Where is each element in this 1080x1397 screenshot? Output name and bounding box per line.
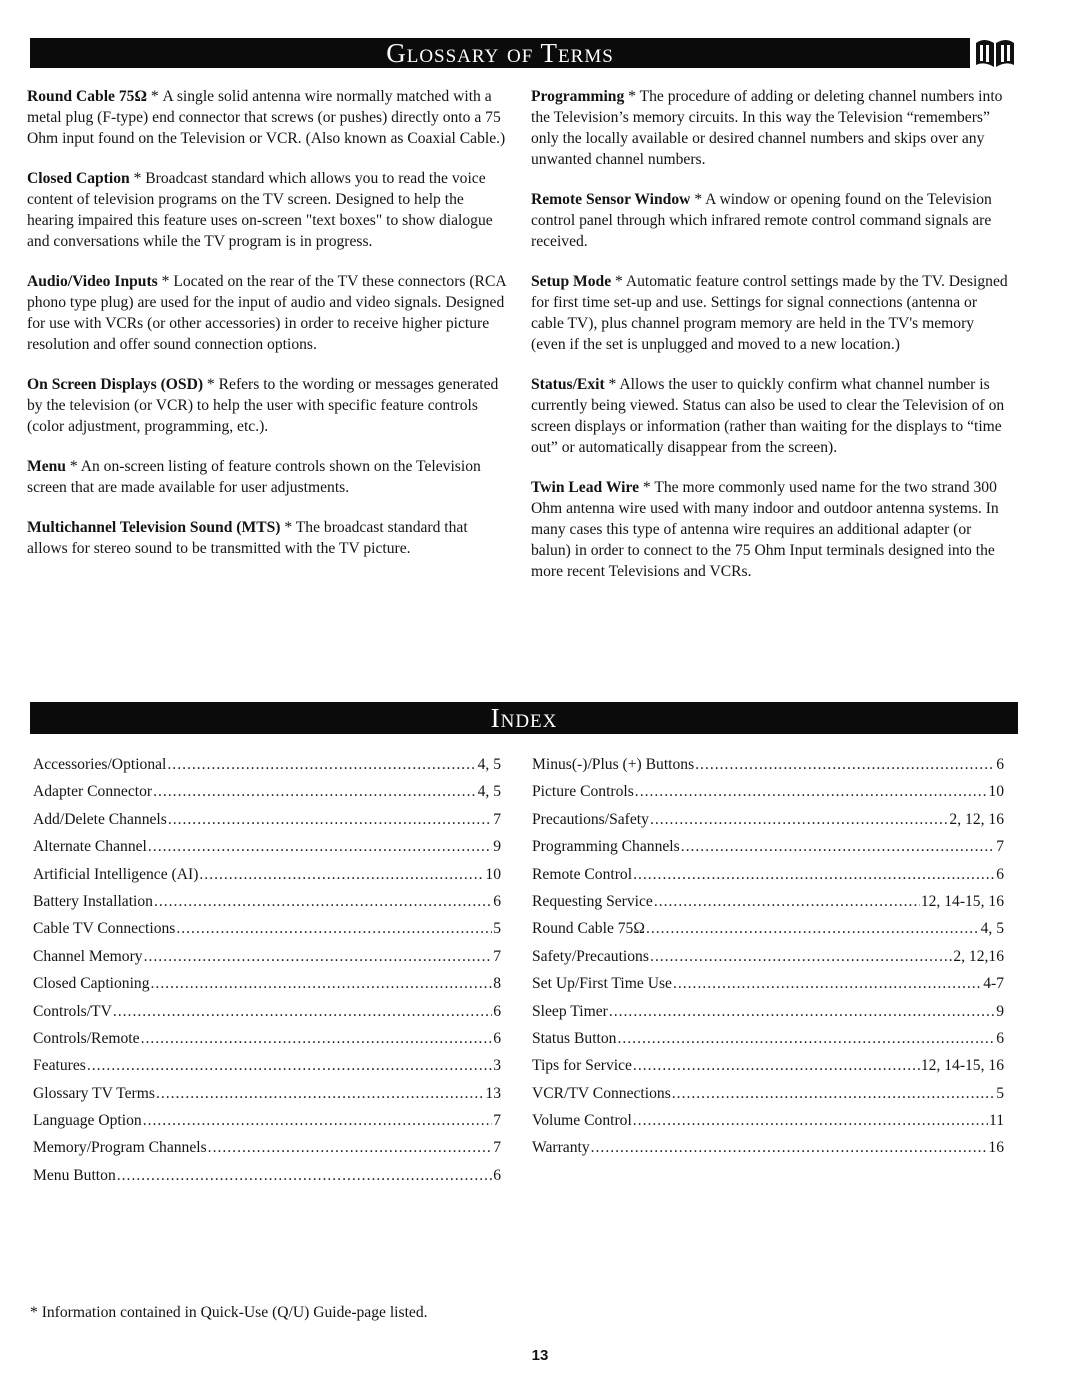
index-row: [33, 948, 501, 975]
index-page: 6: [493, 892, 501, 910]
glossary-definition: * Automatic feature control settings made by the TV. Designed for first time set-up and use. Settings for signal connections (antenna or cable TV), plus channel program memory are held in the TV's memory (even if the set is unplugged and moved to a new location.): [531, 273, 1008, 353]
index-label: Artificial Intelligence (AI): [33, 865, 199, 883]
index-label: Minus(-)/Plus (+) Buttons: [532, 756, 695, 773]
index-row: [33, 975, 501, 1002]
index-row: [33, 1112, 501, 1139]
index-page: 2, 12, 16: [949, 810, 1004, 828]
glossary-entry: [531, 271, 1011, 355]
glossary-entry: [531, 374, 1011, 458]
index-page: 6: [996, 756, 1004, 773]
dot-leader: [199, 866, 484, 884]
dot-leader: [650, 948, 952, 966]
dot-leader: [654, 893, 920, 911]
index-page: 7: [493, 1112, 501, 1130]
glossary-definition: * Broadcast standard which allows you to read the voice content of television programs on the TV screen. Designed to help the hearing impaired this feature uses on-screen "text boxes" to show dialogue and conversations while the TV program is in progress.: [27, 170, 493, 250]
dot-leader: [681, 838, 996, 856]
dot-leader: [143, 1112, 493, 1130]
index-label: Battery Installation: [33, 892, 153, 910]
glossary-term: Round Cable 75Ω: [27, 88, 147, 105]
index-page: 2, 12,16: [953, 947, 1004, 965]
index-page: 6: [493, 1029, 501, 1047]
glossary-definition: * The broadcast standard that allows for stereo sound to be transmitted with the TV picture.: [27, 519, 468, 557]
dot-leader: [635, 783, 988, 801]
glossary-definition: * Allows the user to quickly confirm what channel number is currently being viewed. Status can also be used to clear the Television of on screen displays or information (rather than waiting for the displays to “time out” or automatically disappear from the screen).: [531, 376, 1005, 456]
glossary-definition: * Located on the rear of the TV these connectors (RCA phono type plug) are used for the input of audio and video signals. Designed for use with VCRs (or other accessories) in order to receive higher picture resolution and offer sound connection options.: [27, 273, 506, 353]
index-page: 6: [493, 1166, 501, 1184]
dot-leader: [113, 1003, 492, 1021]
index-page: 13: [485, 1084, 501, 1102]
glossary-term: Closed Caption: [27, 170, 130, 187]
index-row: [532, 975, 1004, 1002]
dot-leader: [208, 1139, 493, 1157]
index-label: Sleep Timer: [532, 1002, 608, 1020]
glossary-term: Status/Exit: [531, 376, 605, 393]
index-page: 7: [493, 947, 501, 965]
index-row: [532, 920, 1004, 947]
index-page: 10: [988, 783, 1004, 801]
index-label: Picture Controls: [532, 783, 634, 801]
glossary-entry: [27, 271, 507, 355]
book-logo-icon: [972, 33, 1018, 71]
dot-leader: [591, 1139, 988, 1157]
dot-leader: [650, 811, 948, 829]
index-label: Requesting Service: [532, 892, 653, 910]
glossary-title: Glossary of Terms: [386, 38, 614, 68]
index-row: [33, 893, 501, 920]
index-row: [33, 783, 501, 810]
index-label: Cable TV Connections: [33, 920, 176, 938]
glossary-banner: [30, 38, 970, 68]
index-page: 12, 14-15, 16: [920, 892, 1004, 910]
glossary-right-column: [531, 86, 1011, 601]
index-row: [33, 1057, 501, 1084]
index-page: 7: [493, 810, 501, 828]
index-label: Memory/Program Channels: [33, 1139, 207, 1157]
index-row: [532, 866, 1004, 893]
index-label: Precautions/Safety: [532, 810, 649, 828]
index-row: [33, 866, 501, 893]
dot-leader: [672, 1085, 995, 1103]
dot-leader: [117, 1167, 492, 1185]
dot-leader: [87, 1057, 492, 1075]
index-page: 4, 5: [477, 756, 501, 773]
dot-leader: [176, 920, 492, 938]
index-row: [33, 756, 501, 783]
index-row: [532, 893, 1004, 920]
glossary-entry: [27, 456, 507, 498]
glossary-entry: [531, 86, 1011, 170]
dot-leader: [148, 838, 492, 856]
index-label: Add/Delete Channels: [33, 810, 167, 828]
dot-leader: [141, 1030, 493, 1048]
dot-leader: [153, 783, 477, 801]
index-row: [33, 838, 501, 865]
index-row: [33, 1003, 501, 1030]
index-label: Programming Channels: [532, 838, 680, 856]
index-row: [33, 920, 501, 947]
index-label: Remote Control: [532, 865, 633, 883]
index-row: [532, 1085, 1004, 1112]
dot-leader: [646, 920, 980, 938]
index-row: [532, 1112, 1004, 1139]
dot-leader: [168, 811, 492, 829]
index-row: [532, 1030, 1004, 1057]
dot-leader: [167, 756, 476, 774]
glossary-term: Twin Lead Wire: [531, 479, 640, 496]
index-row: [532, 1003, 1004, 1030]
glossary-term: Programming: [531, 88, 625, 105]
glossary-term: Multichannel Television Sound (MTS): [27, 519, 281, 536]
index-page: 4, 5: [477, 783, 501, 801]
index-page: 4, 5: [980, 920, 1004, 938]
dot-leader: [633, 1112, 988, 1130]
index-page: 9: [493, 838, 501, 856]
index-page: 5: [996, 1084, 1004, 1102]
footnote: * Information contained in Quick-Use (Q/U) Guide-page listed.: [30, 1304, 428, 1321]
index-label: Safety/Precautions: [532, 947, 649, 965]
glossary-entry: [27, 86, 507, 149]
index-label: Status Button: [532, 1029, 617, 1047]
index-page: 6: [996, 865, 1004, 883]
index-row: [33, 1085, 501, 1112]
index-row: [532, 783, 1004, 810]
index-right-column: [532, 756, 1004, 1167]
index-row: [33, 1139, 501, 1166]
glossary-left-column: [27, 86, 507, 578]
glossary-definition: * An on-screen listing of feature controls shown on the Television screen that are made available for user adjustments.: [27, 458, 481, 496]
dot-leader: [633, 1057, 920, 1075]
index-title: Index: [490, 703, 558, 733]
index-label: Closed Captioning: [33, 975, 150, 993]
index-label: Round Cable 75Ω: [532, 920, 645, 938]
index-row: [33, 811, 501, 838]
index-page: 4-7: [983, 975, 1004, 993]
index-page: 6: [996, 1029, 1004, 1047]
glossary-term: Remote Sensor Window: [531, 191, 691, 208]
index-label: Set Up/First Time Use: [532, 975, 672, 993]
index-page: 12, 14-15, 16: [920, 1057, 1004, 1075]
index-page: 5: [493, 920, 501, 938]
index-page: 8: [493, 975, 501, 993]
glossary-definition: * The procedure of adding or deleting channel numbers into the Television’s memory circuits. In this way the Television “remembers” only the locally available or desired channel numbers and skips over any unwanted channel numbers.: [531, 88, 1003, 168]
glossary-entry: [531, 189, 1011, 252]
glossary-term: Menu: [27, 458, 66, 475]
index-label: Adapter Connector: [33, 783, 153, 801]
index-row: [532, 756, 1004, 783]
glossary-term: On Screen Displays (OSD): [27, 376, 204, 393]
glossary-entry: [531, 477, 1011, 582]
index-label: Menu Button: [33, 1166, 116, 1184]
index-label: Controls/TV: [33, 1002, 112, 1020]
index-page: 10: [485, 865, 501, 883]
index-label: Channel Memory: [33, 947, 143, 965]
index-label: Accessories/Optional: [33, 756, 167, 773]
index-page: 9: [996, 1002, 1004, 1020]
index-row: [33, 1030, 501, 1057]
index-row: [532, 811, 1004, 838]
index-label: Language Option: [33, 1112, 142, 1130]
index-left-column: [33, 756, 501, 1194]
dot-leader: [695, 756, 995, 774]
dot-leader: [609, 1003, 995, 1021]
glossary-definition: * A window or opening found on the Television control panel through which infrared remote control command signals are received.: [531, 191, 992, 250]
glossary-definition: * The more commonly used name for the two strand 300 Ohm antenna wire used with many indoor and outdoor antenna systems. In many cases this type of antenna wire requires an additional adapter (or balun) in order to connect to the 75 Ohm Input terminals designed into the more recent Televisions and VCRs.: [531, 479, 999, 580]
glossary-entry: [27, 168, 507, 252]
index-label: Alternate Channel: [33, 838, 147, 856]
index-label: Warranty: [532, 1139, 590, 1157]
page-number: 13: [531, 1347, 549, 1364]
index-label: Glossary TV Terms: [33, 1084, 155, 1102]
index-row: [532, 838, 1004, 865]
index-label: Volume Control: [532, 1112, 632, 1130]
glossary-definition: * A single solid antenna wire normally matched with a metal plug (F-type) end connector that screws (or pushes) directly onto a 75 Ohm input found on the Television or VCR. (Also known as Coaxial Cable.): [27, 88, 506, 147]
index-row: [532, 948, 1004, 975]
dot-leader: [633, 866, 995, 884]
dot-leader: [617, 1030, 995, 1048]
index-label: Controls/Remote: [33, 1029, 140, 1047]
index-banner: [30, 702, 1018, 734]
dot-leader: [154, 893, 492, 911]
index-label: VCR/TV Connections: [532, 1084, 671, 1102]
index-page: 7: [493, 1139, 501, 1157]
dot-leader: [673, 975, 982, 993]
index-page: 6: [493, 1002, 501, 1020]
dot-leader: [144, 948, 493, 966]
dot-leader: [156, 1085, 484, 1103]
glossary-term: Setup Mode: [531, 273, 612, 290]
glossary-entry: [27, 374, 507, 437]
dot-leader: [151, 975, 493, 993]
index-page: 11: [988, 1112, 1004, 1130]
index-row: [532, 1057, 1004, 1084]
index-page: 16: [988, 1139, 1004, 1157]
index-label: Tips for Service: [532, 1057, 632, 1075]
index-page: 3: [493, 1057, 501, 1075]
glossary-definition: * Refers to the wording or messages generated by the television (or VCR) to help the user with specific feature controls (color adjustment, programming, etc.).: [27, 376, 499, 435]
glossary-entry: [27, 517, 507, 559]
index-row: [532, 1139, 1004, 1166]
index-label: Features: [33, 1057, 86, 1075]
index-row: [33, 1167, 501, 1194]
glossary-term: Audio/Video Inputs: [27, 273, 158, 290]
index-page: 7: [996, 838, 1004, 856]
